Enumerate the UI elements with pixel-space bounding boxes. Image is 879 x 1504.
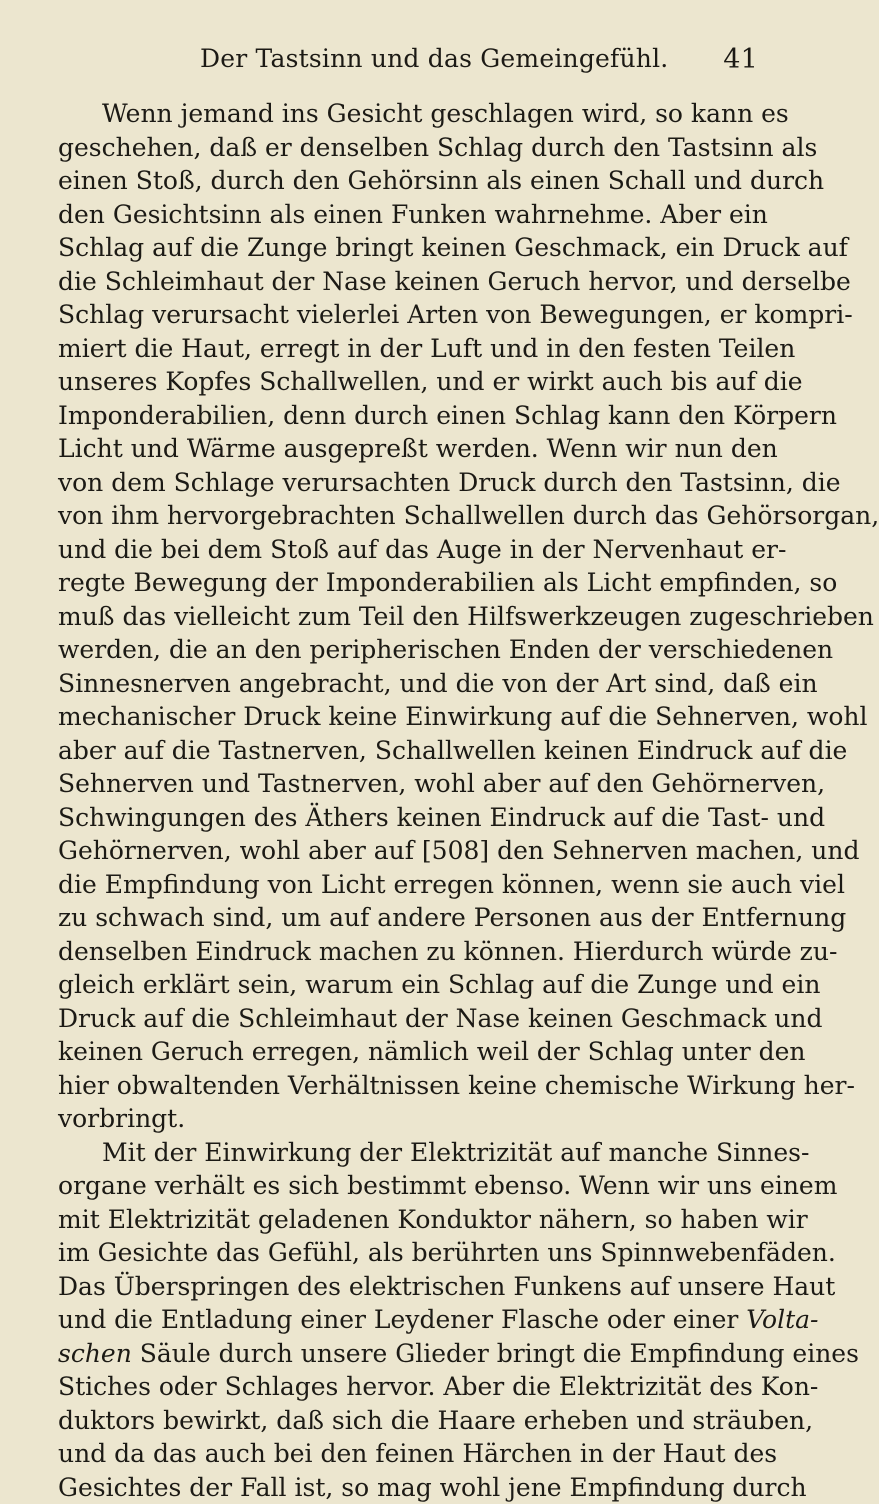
text-line: und die Entladung einer Leydener Flasche oder einer Volta- xyxy=(58,1303,758,1337)
text-line: gleich erklärt sein, warum ein Schlag auf die Zunge und ein xyxy=(58,968,758,1002)
body-text xyxy=(58,97,758,1504)
text-line: Sinnesnerven angebracht, und die von der Art sind, daß ein xyxy=(58,667,758,701)
text-line: mit Elektrizität geladenen Konduktor nähern, so haben wir xyxy=(58,1203,758,1237)
text-line: Druck auf die Schleimhaut der Nase keinen Geschmack und xyxy=(58,1002,758,1036)
text-line: Das Überspringen des elektrischen Funkens auf unsere Haut xyxy=(58,1270,758,1304)
text-line: werden, die an den peripherischen Enden der verschiedenen xyxy=(58,633,758,667)
text-line: und die bei dem Stoß auf das Auge in der Nervenhaut er- xyxy=(58,533,758,567)
text-line: denselben Eindruck machen zu können. Hierdurch würde zu- xyxy=(58,935,758,969)
text-line: von dem Schlage verursachten Druck durch den Tastsinn, die xyxy=(58,466,758,500)
text-line: vorbringt. xyxy=(58,1102,758,1136)
text-line: zu schwach sind, um auf andere Personen aus der Entfernung xyxy=(58,901,758,935)
text-line: Schlag auf die Zunge bringt keinen Geschmack, ein Druck auf xyxy=(58,231,758,265)
text-line: Gehörnerven, wohl aber auf [508] den Sehnerven machen, und xyxy=(58,834,758,868)
text-line: Sehnerven und Tastnerven, wohl aber auf den Gehörnerven, xyxy=(58,767,758,801)
text-line: regte Bewegung der Imponderabilien als Licht empfinden, so xyxy=(58,566,758,600)
text-line: schen Säule durch unsere Glieder bringt die Empfindung eines xyxy=(58,1337,758,1371)
page-number: 41 xyxy=(723,44,758,75)
text-line: hier obwaltenden Verhältnissen keine chemische Wirkung her- xyxy=(58,1069,758,1103)
text-line: Stiches oder Schlages hervor. Aber die Elektrizität des Kon- xyxy=(58,1370,758,1404)
text-line: einen Stoß, durch den Gehörsinn als einen Schall und durch xyxy=(58,164,758,198)
text-line: im Gesichte das Gefühl, als berührten uns Spinnwebenfäden. xyxy=(58,1236,758,1270)
running-title: Der Tastsinn und das Gemeingefühl. xyxy=(200,44,668,73)
text-line: organe verhält es sich bestimmt ebenso. Wenn wir uns einem xyxy=(58,1169,758,1203)
running-header xyxy=(58,44,758,80)
text-line: aber auf die Tastnerven, Schallwellen keinen Eindruck auf die xyxy=(58,734,758,768)
text-line: unseres Kopfes Schallwellen, und er wirkt auch bis auf die xyxy=(58,365,758,399)
text-line: den Gesichtsinn als einen Funken wahrnehme. Aber ein xyxy=(58,198,758,232)
text-line: von ihm hervorgebrachten Schallwellen durch das Gehörsorgan, xyxy=(58,499,758,533)
text-line: die Schleimhaut der Nase keinen Geruch hervor, und derselbe xyxy=(58,265,758,299)
text-line: miert die Haut, erregt in der Luft und in den festen Teilen xyxy=(58,332,758,366)
text-line: Wenn jemand ins Gesicht geschlagen wird, so kann es xyxy=(58,97,758,131)
text-line: und da das auch bei den feinen Härchen in der Haut des xyxy=(58,1437,758,1471)
text-line: Imponderabilien, denn durch einen Schlag kann den Körpern xyxy=(58,399,758,433)
text-line: geschehen, daß er denselben Schlag durch den Tastsinn als xyxy=(58,131,758,165)
text-line: Schlag verursacht vielerlei Arten von Bewegungen, er kompri- xyxy=(58,298,758,332)
text-line: Mit der Einwirkung der Elektrizität auf manche Sinnes- xyxy=(58,1136,758,1170)
text-line: duktors bewirkt, daß sich die Haare erheben und sträuben, xyxy=(58,1404,758,1438)
text-line: Schwingungen des Äthers keinen Eindruck auf die Tast- und xyxy=(58,801,758,835)
text-line: mechanischer Druck keine Einwirkung auf die Sehnerven, wohl xyxy=(58,700,758,734)
text-line: Gesichtes der Fall ist, so mag wohl jene Empfindung durch xyxy=(58,1471,758,1504)
text-line: muß das vielleicht zum Teil den Hilfswerkzeugen zugeschrieben xyxy=(58,600,758,634)
text-line: keinen Geruch erregen, nämlich weil der Schlag unter den xyxy=(58,1035,758,1069)
text-line: Licht und Wärme ausgepreßt werden. Wenn wir nun den xyxy=(58,432,758,466)
text-line: die Empfindung von Licht erregen können, wenn sie auch viel xyxy=(58,868,758,902)
